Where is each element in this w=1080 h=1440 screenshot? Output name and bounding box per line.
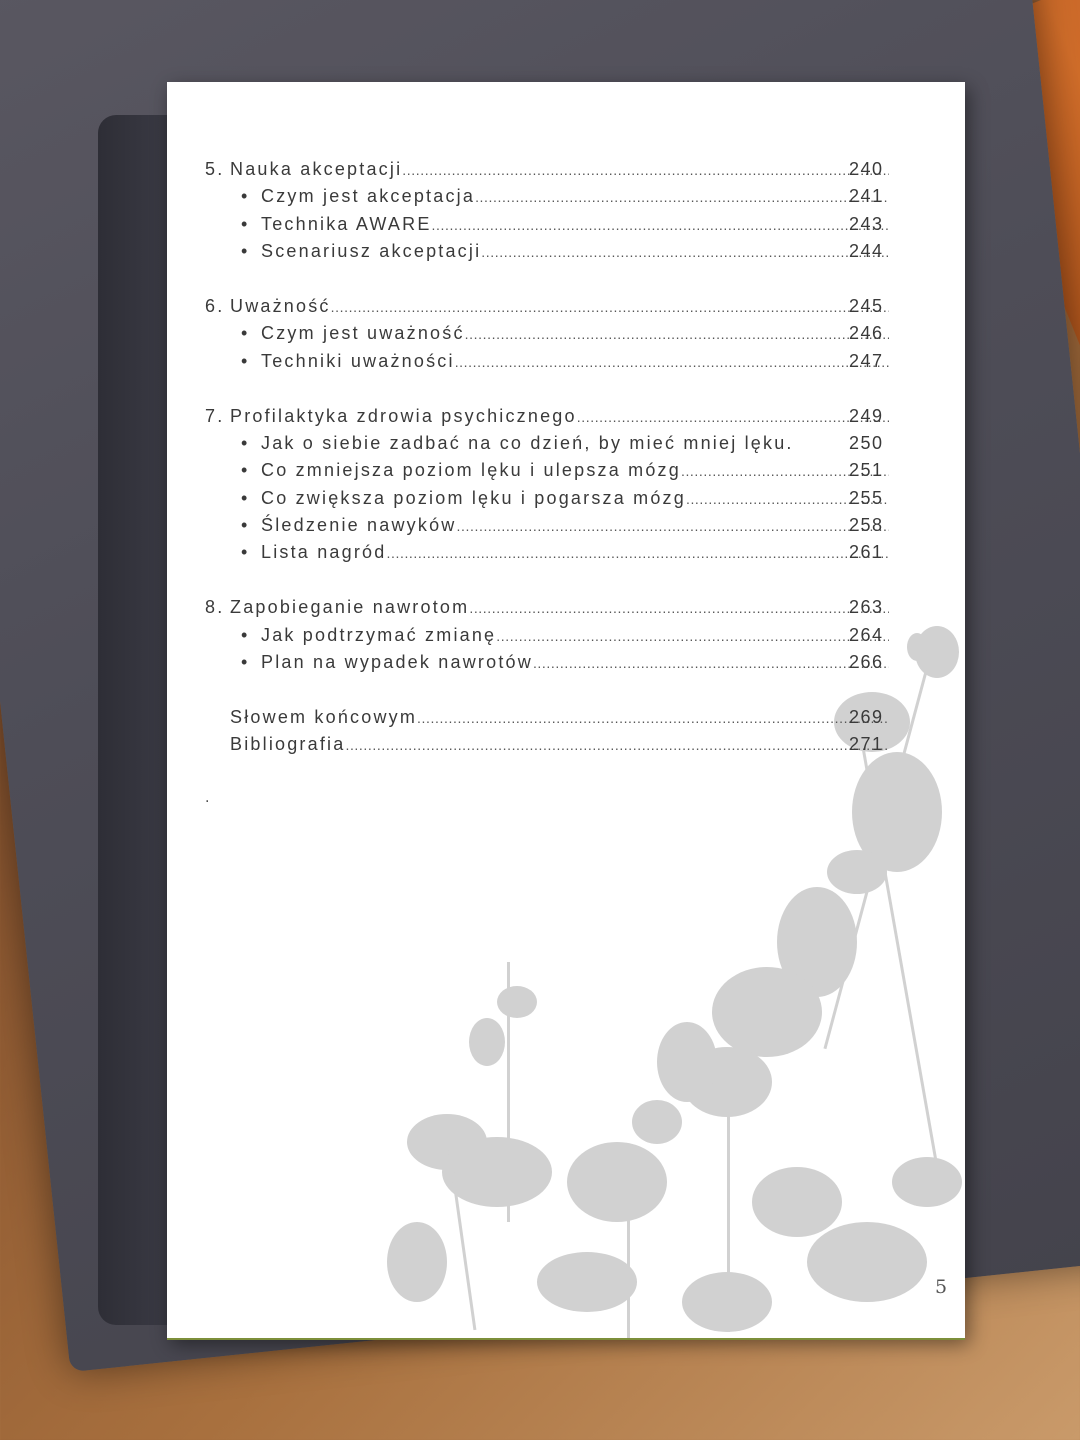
chapter-title: Zapobieganie nawrotom [230, 597, 470, 618]
toc-subitem[interactable] [205, 238, 895, 265]
page-reference: 255 [849, 487, 884, 508]
bullet-icon: • [241, 323, 250, 344]
toc-subitem[interactable] [205, 622, 895, 649]
toc-extra-entry[interactable] [205, 704, 895, 731]
dot-leader [475, 183, 889, 211]
page-reference: 251 [849, 460, 884, 481]
dot-leader [496, 622, 889, 650]
page-reference: 249 [849, 405, 884, 426]
table-of-contents [205, 156, 895, 759]
subitem-title: Czym jest akceptacja [261, 186, 476, 207]
bullet-icon: • [241, 460, 250, 481]
page-reference: 269 [849, 706, 884, 727]
page-reference: 240 [849, 159, 884, 179]
page-reference: 264 [849, 624, 884, 645]
chapter-number: 7. [205, 405, 225, 426]
bullet-icon: • [241, 487, 250, 508]
dot-leader [432, 211, 889, 239]
toc-subitem[interactable] [205, 649, 895, 676]
subitem-title: Lista nagród [261, 542, 387, 563]
bullet-icon: • [241, 186, 250, 207]
page-reference: 247 [849, 350, 884, 371]
extra-title: Słowem końcowym [230, 706, 418, 727]
page-reference: 250 [849, 432, 884, 453]
toc-subitem[interactable] [205, 183, 895, 210]
bullet-icon: • [241, 213, 250, 234]
subitem-title: Technika AWARE [261, 213, 432, 234]
page-reference: 266 [849, 652, 884, 673]
toc-chapter[interactable] [205, 403, 895, 430]
subitem-title: Jak o siebie zadbać na co dzień, by mieć mniej lęku. [261, 432, 794, 453]
dot-leader [481, 238, 889, 266]
subitem-title: Plan na wypadek nawrotów [261, 652, 533, 673]
dot-leader [469, 594, 889, 622]
bullet-icon: • [241, 515, 250, 536]
page-reference: 271 [849, 734, 884, 755]
toc-chapter[interactable] [205, 594, 895, 621]
toc-subitem[interactable] [205, 348, 895, 375]
dot-leader [345, 731, 889, 759]
bullet-icon: • [241, 624, 250, 645]
chapter-title: Profilaktyka zdrowia psychicznego [230, 405, 577, 426]
toc-subitem[interactable] [205, 485, 895, 512]
dot-leader [455, 348, 889, 376]
bullet-icon: • [241, 350, 250, 371]
toc-subitem[interactable] [205, 211, 895, 238]
toc-chapter[interactable] [205, 293, 895, 320]
dot-leader [577, 403, 889, 431]
book-spine-shadow [98, 115, 168, 1325]
dot-leader [386, 539, 889, 567]
stray-mark: . [205, 790, 210, 806]
page-reference: 261 [849, 542, 884, 563]
bullet-icon: • [241, 652, 250, 673]
page-reference: 241 [849, 186, 884, 207]
toc-subitem[interactable] [205, 539, 895, 566]
page-reference: 244 [849, 241, 884, 262]
page-reference: 263 [849, 597, 884, 618]
chapter-number: 5. [205, 159, 225, 179]
page-reference: 258 [849, 515, 884, 536]
subitem-title: Co zmniejsza poziom lęku i ulepsza mózg [261, 460, 681, 481]
dot-leader [402, 156, 889, 184]
page-reference: 245 [849, 295, 884, 316]
toc-subitem[interactable] [205, 430, 895, 457]
page-reference: 243 [849, 213, 884, 234]
dot-leader [417, 704, 889, 732]
chapter-number: 8. [205, 597, 225, 618]
chapter-title: Nauka akceptacji [230, 159, 403, 179]
toc-extra-entry[interactable] [205, 731, 895, 758]
subitem-title: Co zwiększa poziom lęku i pogarsza mózg [261, 487, 686, 508]
bullet-icon: • [241, 542, 250, 563]
subitem-title: Scenariusz akceptacji [261, 241, 482, 262]
subitem-title: Jak podtrzymać zmianę [261, 624, 497, 645]
page-number: 5 [935, 1276, 948, 1298]
page-reference: 246 [849, 323, 884, 344]
dot-leader [331, 293, 889, 321]
bullet-icon: • [241, 432, 250, 453]
toc-subitem[interactable] [205, 512, 895, 539]
extra-title: Bibliografia [230, 734, 346, 755]
document-page [167, 82, 965, 1338]
toc-subitem[interactable] [205, 320, 895, 347]
dot-leader [457, 512, 890, 540]
subitem-title: Techniki uważności [261, 350, 455, 371]
dot-leader [465, 320, 889, 348]
toc-subitem[interactable] [205, 457, 895, 484]
subitem-title: Czym jest uważność [261, 323, 465, 344]
chapter-title: Uważność [230, 295, 331, 316]
dot-leader [533, 649, 889, 677]
bullet-icon: • [241, 241, 250, 262]
subitem-title: Śledzenie nawyków [261, 515, 457, 536]
toc-chapter[interactable] [205, 156, 895, 183]
chapter-number: 6. [205, 295, 225, 316]
